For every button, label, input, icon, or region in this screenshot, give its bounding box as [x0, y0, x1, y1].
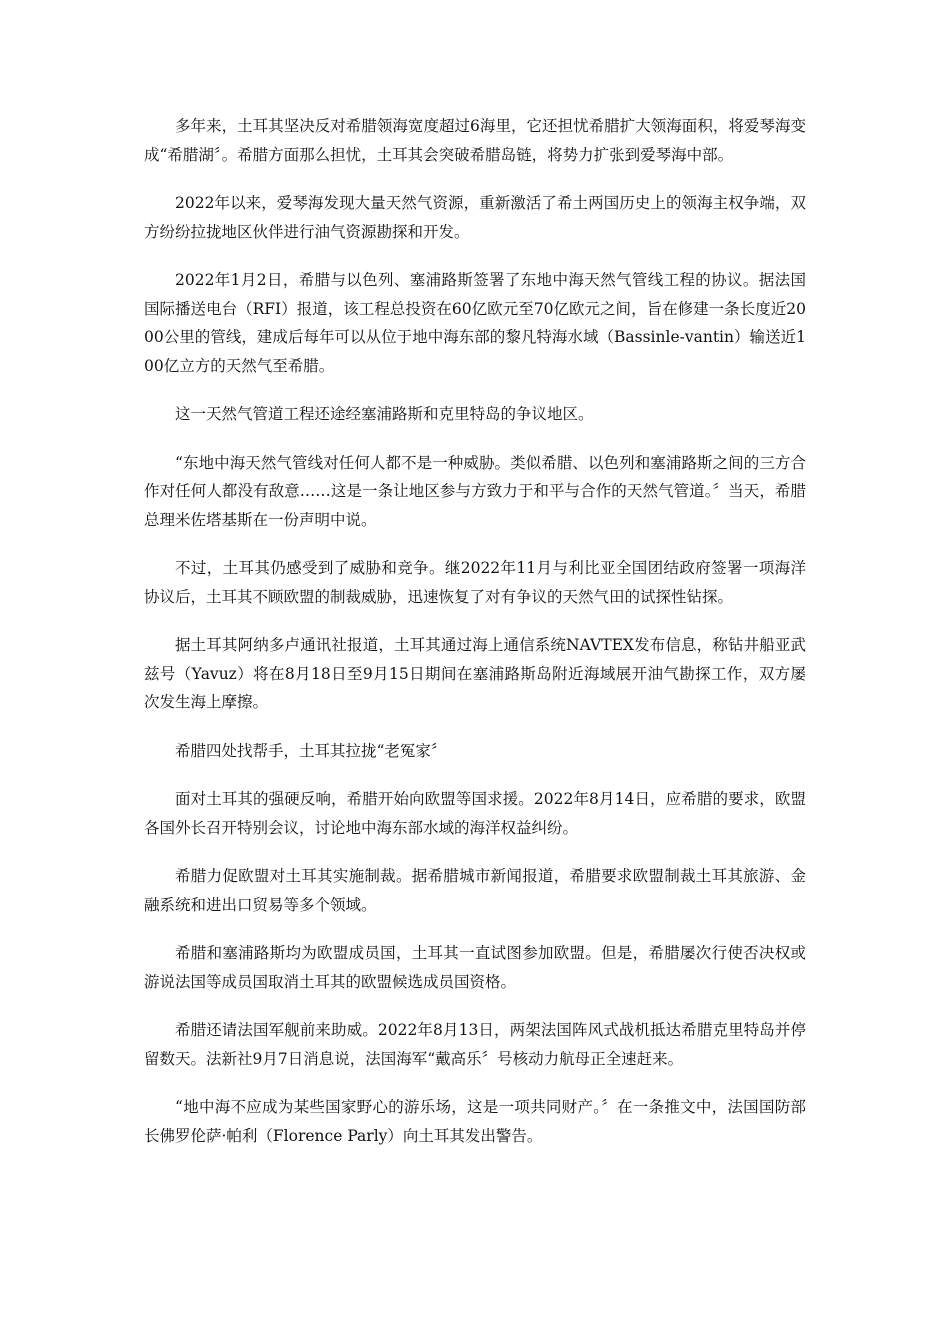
paragraph-4: 这一天然气管道工程还途经塞浦路斯和克里特岛的争议地区。 [175, 405, 594, 423]
paragraph-13: “地中海不应成为某些国家野心的游乐场，这是一项共同财产。〞在一条推文中，法国国防部长佛罗伦萨·帕利（Florence Parly）向土耳其发出警告。 [144, 1098, 806, 1145]
paragraph-11: 希腊和塞浦路斯均为欧盟成员国，土耳其一直试图参加欧盟。但是，希腊屡次行使否决权或游说法国等成员国取消土耳其的欧盟候选成员国资格。 [144, 944, 806, 991]
paragraph-9: 面对土耳其的强硬反响，希腊开始向欧盟等国求援。2022年8月14日，应希腊的要求，欧盟各国外长召开特别会议，讨论地中海东部水域的海洋权益纠纷。 [144, 790, 806, 837]
paragraph-12: 希腊还请法国军舰前来助威。2022年8月13日，两架法国阵风式战机抵达希腊克里特岛并停留数天。法新社9月7日消息说，法国海军“戴高乐〞号核动力航母正全速赶来。 [144, 1021, 806, 1068]
paragraph-10: 希腊力促欧盟对土耳其实施制裁。据希腊城市新闻报道，希腊要求欧盟制裁土耳其旅游、金融系统和进出口贸易等多个领域。 [144, 867, 806, 914]
paragraph-6: 不过，土耳其仍感受到了威胁和竞争。继2022年11月与利比亚全国团结政府签署一项海洋协议后，土耳其不顾欧盟的制裁威胁，迅速恢复了对有争议的天然气田的试探性钻探。 [144, 559, 806, 606]
paragraph-3: 2022年1月2日，希腊与以色列、塞浦路斯签署了东地中海天然气管线工程的协议。据法国国际播送电台（RFI）报道，该工程总投资在60亿欧元至70亿欧元之间，旨在修建一条长度近2000公里的管线，建成后每年可以从位于地中海东部的黎凡特海水域（Bassinle-vantin）输送近100亿立方的天然气至希腊。 [144, 271, 806, 375]
section-heading: 希腊四处找帮手，土耳其拉拢“老冤家〞 [175, 741, 447, 760]
paragraph-2: 2022年以来，爱琴海发现大量天然气资源，重新激活了希土两国历史上的领海主权争端，双方纷纷拉拢地区伙伴进行油气资源勘探和开发。 [144, 194, 806, 241]
document-page [144, 112, 806, 1170]
paragraph-5: “东地中海天然气管线对任何人都不是一种威胁。类似希腊、以色列和塞浦路斯之间的三方合作对任何人都没有敌意……这是一条让地区参与方致力于和平与合作的天然气管道。〞当天，希腊总理米佐塔基斯在一份声明中说。 [144, 453, 806, 529]
paragraph-1: 多年来，土耳其坚决反对希腊领海宽度超过6海里，它还担忧希腊扩大领海面积，将爱琴海变成“希腊湖〞。希腊方面那么担忧，土耳其会突破希腊岛链，将势力扩张到爱琴海中部。 [144, 117, 806, 164]
paragraph-7: 据土耳其阿纳多卢通讯社报道，土耳其通过海上通信系统NAVTEX发布信息，称钻井船亚武兹号（Yavuz）将在8月18日至9月15日期间在塞浦路斯岛附近海域展开油气勘探工作，双方屡次发生海上摩擦。 [144, 636, 806, 711]
